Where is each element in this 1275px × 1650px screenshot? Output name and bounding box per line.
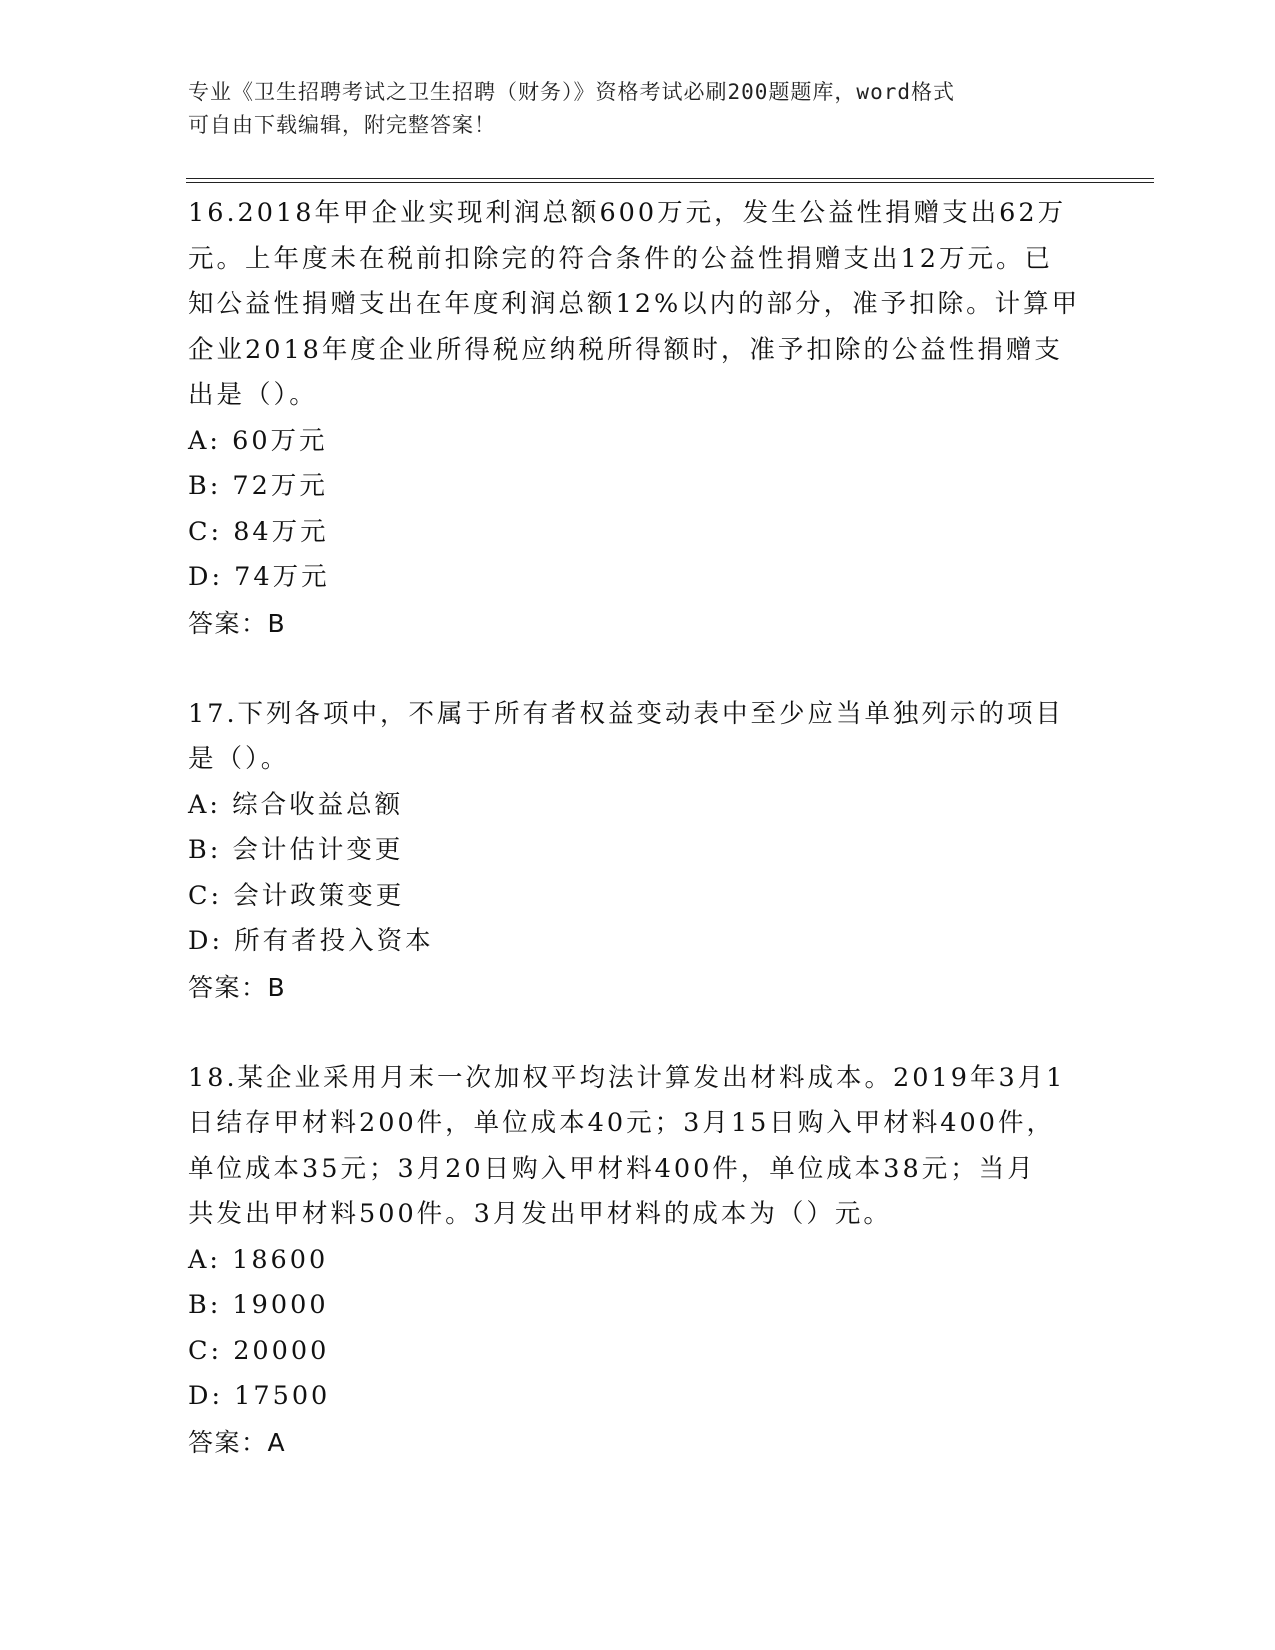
question-17 [188, 692, 1088, 1011]
option-b: B: 19000 [188, 1290, 329, 1320]
option-d: D: 74万元 [188, 562, 330, 592]
question-stem-line: 日结存甲材料200件，单位成本40元；3月15日购入甲材料400件， [188, 1108, 1055, 1138]
question-stem-line: 元。上年度未在税前扣除完的符合条件的公益性捐赠支出12万元。已 [188, 243, 1053, 274]
option-a: A: 18600 [188, 1244, 329, 1275]
option-c: C: 会计政策变更 [188, 880, 405, 911]
question-stem-line: 知公益性捐赠支出在年度利润总额12%以内的部分，准予扣除。计算甲 [188, 289, 1081, 319]
header-title-line-2: 可自由下载编辑，附完整答案！ [188, 113, 496, 137]
answer-line: 答案：B [188, 608, 287, 638]
question-spacer [188, 646, 1088, 692]
question-18 [188, 1056, 1088, 1466]
question-16 [188, 191, 1088, 646]
option-d: D: 17500 [188, 1381, 331, 1411]
header-divider [186, 178, 1154, 183]
option-a: A: 60万元 [188, 425, 328, 456]
question-stem-line: 出是（）。 [188, 380, 318, 410]
answer-line: 答案：A [188, 1427, 287, 1457]
question-stem-line: 18.某企业采用月末一次加权平均法计算发出材料成本。2019年3月1 [188, 1062, 1066, 1093]
answer-line: 答案：B [188, 972, 287, 1002]
option-c: C: 20000 [188, 1335, 330, 1366]
document-header [188, 76, 1068, 142]
question-stem-line: 是（）。 [188, 744, 290, 774]
question-stem [188, 191, 1088, 419]
question-list [188, 191, 1088, 1465]
question-stem-line: 企业2018年度企业所得税应纳税所得额时，准予扣除的公益性捐赠支 [188, 334, 1063, 365]
option-a: A: 综合收益总额 [188, 789, 404, 820]
question-stem [188, 1056, 1088, 1238]
question-stem-line: 单位成本35元；3月20日购入甲材料400件，单位成本38元；当月 [188, 1153, 1036, 1184]
option-d: D: 所有者投入资本 [188, 926, 434, 956]
header-title-line-1: 专业《卫生招聘考试之卫生招聘（财务）》资格考试必刷200题题库，word格式 [188, 80, 955, 104]
question-stem-line: 17.下列各项中，不属于所有者权益变动表中至少应当单独列示的项目 [188, 698, 1065, 729]
option-b: B: 会计估计变更 [188, 835, 404, 865]
question-stem-line: 共发出甲材料500件。3月发出甲材料的成本为（）元。 [188, 1199, 892, 1229]
question-spacer [188, 1010, 1088, 1056]
option-c: C: 84万元 [188, 516, 329, 547]
option-b: B: 72万元 [188, 471, 328, 501]
question-stem [188, 692, 1088, 783]
question-stem-line: 16.2018年甲企业实现利润总额600万元，发生公益性捐赠支出62万 [188, 198, 1067, 228]
